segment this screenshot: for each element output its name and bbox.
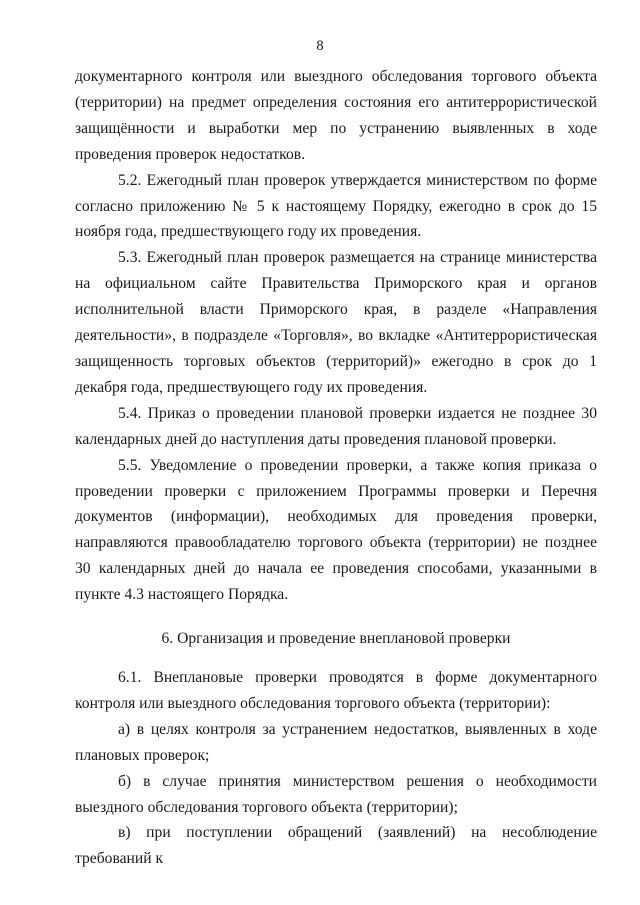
paragraph: документарного контроля или выездного обследования торгового объекта (территории) на предмет определения состояния его антитеррористической защищённости и выработки мер по устранению выявленных в ходе проведения проверок недостатков. [75, 68, 597, 163]
paragraph: а) в целях контроля за устранением недостатков, выявленных в ходе плановых проверок; [75, 720, 597, 764]
paragraph: 5.4. Приказ о проведении плановой проверки издается не позднее 30 календарных дней до наступления даты проведения плановой проверки. [75, 404, 597, 448]
paragraph: 5.5. Уведомление о проведении проверки, а также копия приказа о проведении проверки с приложением Программы проверки и Перечня документов (информации), необходимых для проведения проверки, направляются правообладателю торгового объекта (территории) не позднее 30 календарных дней до начала ее проведения способами, указанными в пункте 4.3 настоящего Порядка. [75, 456, 597, 604]
paragraph: 5.3. Ежегодный план проверок размещается на странице министерства на официальном сайте Правительства Приморского края и органов исполнительной власти Приморского края, в разделе «Направления деятельности», в подразделе «Торговля», во вкладке «Антитеррористическая защищенность торговых объектов (территорий)» ежегодно в срок до 1 декабря года, предшествующего году их проведения. [75, 249, 597, 396]
text-block-lower [75, 665, 597, 872]
paragraph: в) при поступлении обращений (заявлений) на несоблюдение требований к [75, 824, 597, 868]
paragraph: 5.2. Ежегодный план проверок утверждается министерством по форме согласно приложению № 5 к настоящему Порядку, ежегодно в срок до 15 ноября года, предшествующего году их проведения. [75, 171, 597, 241]
paragraph: б) в случае принятия министерством решения о необходимости выездного обследования торгового объекта (территории); [75, 772, 597, 816]
paragraph: 6.1. Внеплановые проверки проводятся в форме документарного контроля или выездного обследования торгового объекта (территории): [75, 669, 597, 712]
section-heading: 6. Организация и проведение внеплановой проверки [161, 630, 511, 647]
text-block-upper [75, 64, 597, 608]
page-number: 8 [316, 38, 324, 54]
